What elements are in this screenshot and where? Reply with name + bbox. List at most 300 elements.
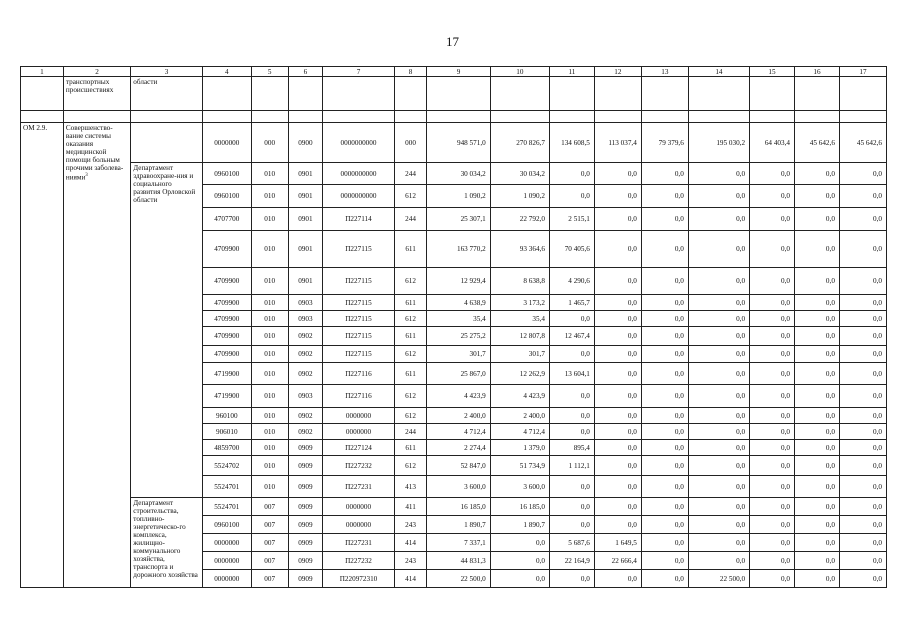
spacer-cell [202, 111, 251, 123]
col-total: 12 929,4 [427, 268, 490, 295]
col-y2013: 0,0 [490, 534, 549, 552]
col-expense-type: 612 [394, 456, 427, 476]
col-y2019: 0,0 [794, 516, 839, 534]
col-code: 0000000 [202, 552, 251, 570]
col-code: 960100 [202, 408, 251, 424]
column-number-11: 11 [549, 67, 594, 77]
col-y2018: 0,0 [750, 185, 795, 208]
col-code: 0000000 [202, 123, 251, 163]
col-y2019: 0,0 [794, 268, 839, 295]
page-number: 17 [446, 34, 459, 49]
col-target: 0000000 [323, 424, 394, 440]
col-total: 4 712,4 [427, 424, 490, 440]
col-section: 007 [251, 570, 288, 588]
cont-empty-cell [323, 77, 394, 111]
cont-empty-cell [394, 77, 427, 111]
col-y2014: 22 164,9 [549, 552, 594, 570]
col-y2015: 0,0 [594, 424, 641, 440]
column-number-row [21, 67, 887, 77]
col-section: 007 [251, 498, 288, 516]
col-subsection: 0909 [288, 456, 323, 476]
col-subsection: 0902 [288, 346, 323, 363]
col-y2018: 0,0 [750, 570, 795, 588]
col-section: 007 [251, 552, 288, 570]
col-subsection: 0909 [288, 440, 323, 456]
col-y2015: 0,0 [594, 570, 641, 588]
col-section: 007 [251, 534, 288, 552]
col-section: 010 [251, 476, 288, 498]
col-code: 0960100 [202, 185, 251, 208]
col-y2015: 0,0 [594, 163, 641, 185]
col-target: 0000000 [323, 498, 394, 516]
col-y2018: 0,0 [750, 552, 795, 570]
col-expense-type: 244 [394, 424, 427, 440]
group-name [63, 123, 130, 588]
col-y2018: 0,0 [750, 327, 795, 346]
col-y2019: 0,0 [794, 476, 839, 498]
col-y2016: 0,0 [641, 456, 688, 476]
col-y2020: 0,0 [839, 534, 886, 552]
col-y2019: 0,0 [794, 456, 839, 476]
col-y2014: 0,0 [549, 408, 594, 424]
col-expense-type: 611 [394, 440, 427, 456]
col-y2020: 0,0 [839, 363, 886, 385]
col-y2018: 0,0 [750, 534, 795, 552]
col-y2013: 1 379,0 [490, 440, 549, 456]
col-y2018: 0,0 [750, 385, 795, 408]
col-expense-type: 414 [394, 534, 427, 552]
col-y2013: 3 173,2 [490, 295, 549, 311]
col-y2018: 0,0 [750, 346, 795, 363]
cont-empty-cell [641, 77, 688, 111]
col-y2018: 0,0 [750, 440, 795, 456]
col-subsection: 0903 [288, 311, 323, 327]
col-y2014: 13 604,1 [549, 363, 594, 385]
col-y2016: 0,0 [641, 552, 688, 570]
col-y2016: 0,0 [641, 295, 688, 311]
col-y2017: 0,0 [688, 346, 749, 363]
col-y2015: 0,0 [594, 268, 641, 295]
col-subsection: 0902 [288, 424, 323, 440]
col-y2014: 5 687,6 [549, 534, 594, 552]
col-total: 3 600,0 [427, 476, 490, 498]
col-y2017: 0,0 [688, 552, 749, 570]
col-total: 25 307,1 [427, 208, 490, 231]
column-number-10: 10 [490, 67, 549, 77]
col-y2014: 2 515,1 [549, 208, 594, 231]
column-number-15: 15 [750, 67, 795, 77]
col-code: 0000000 [202, 570, 251, 588]
col-code: 4719900 [202, 363, 251, 385]
col-section: 010 [251, 346, 288, 363]
spacer-cell [63, 111, 130, 123]
col-expense-type: 244 [394, 208, 427, 231]
col-total: 44 831,3 [427, 552, 490, 570]
col-code: 4709900 [202, 231, 251, 268]
col-y2020: 0,0 [839, 185, 886, 208]
col-subsection: 0901 [288, 231, 323, 268]
col-subsection: 0901 [288, 268, 323, 295]
col-y2015: 0,0 [594, 208, 641, 231]
col-y2018: 0,0 [750, 456, 795, 476]
col-expense-type: 611 [394, 363, 427, 385]
col-subsection: 0909 [288, 498, 323, 516]
col-y2018: 0,0 [750, 516, 795, 534]
col-y2017: 0,0 [688, 476, 749, 498]
col-expense-type: 413 [394, 476, 427, 498]
col-y2017: 0,0 [688, 311, 749, 327]
col-section: 010 [251, 163, 288, 185]
col-section: 010 [251, 456, 288, 476]
col-y2017: 0,0 [688, 268, 749, 295]
col-subsection: 0909 [288, 570, 323, 588]
spacer-cell [750, 111, 795, 123]
col-subsection: 0909 [288, 534, 323, 552]
col-y2013: 35,4 [490, 311, 549, 327]
col-y2014: 895,4 [549, 440, 594, 456]
col-section: 010 [251, 408, 288, 424]
col-y2013: 51 734,9 [490, 456, 549, 476]
spacer-cell [641, 111, 688, 123]
col-expense-type: 414 [394, 570, 427, 588]
col-y2016: 0,0 [641, 163, 688, 185]
col-y2017: 0,0 [688, 385, 749, 408]
col-y2019: 0,0 [794, 570, 839, 588]
col-expense-type: 411 [394, 498, 427, 516]
col-y2017: 0,0 [688, 363, 749, 385]
col-y2014: 4 290,6 [549, 268, 594, 295]
col-y2018: 0,0 [750, 363, 795, 385]
col-y2014: 0,0 [549, 163, 594, 185]
col-y2020: 0,0 [839, 295, 886, 311]
col-y2014: 0,0 [549, 311, 594, 327]
col-y2016: 0,0 [641, 498, 688, 516]
col-y2019: 0,0 [794, 346, 839, 363]
col-section: 010 [251, 385, 288, 408]
col-code: 5524702 [202, 456, 251, 476]
col-total: 2 400,0 [427, 408, 490, 424]
col-expense-type: 611 [394, 231, 427, 268]
col-code: 4709900 [202, 346, 251, 363]
col-y2018: 0,0 [750, 476, 795, 498]
col-target: 0000000000 [323, 123, 394, 163]
col-expense-type: 243 [394, 552, 427, 570]
cont-empty-cell [750, 77, 795, 111]
col-total: 22 500,0 [427, 570, 490, 588]
col-target: П227115 [323, 268, 394, 295]
col-section: 010 [251, 327, 288, 346]
col-section: 010 [251, 440, 288, 456]
col-y2018: 0,0 [750, 424, 795, 440]
col-section: 010 [251, 208, 288, 231]
col-y2017: 22 500,0 [688, 570, 749, 588]
col-y2015: 0,0 [594, 363, 641, 385]
column-number-2: 2 [63, 67, 130, 77]
col-y2019: 0,0 [794, 534, 839, 552]
col-y2015: 0,0 [594, 385, 641, 408]
col-y2016: 0,0 [641, 268, 688, 295]
col-y2013: 270 826,7 [490, 123, 549, 163]
col-y2014: 0,0 [549, 570, 594, 588]
col-y2016: 0,0 [641, 516, 688, 534]
column-number-8: 8 [394, 67, 427, 77]
cont-empty-cell [839, 77, 886, 111]
col-y2014: 12 467,4 [549, 327, 594, 346]
col-y2019: 0,0 [794, 363, 839, 385]
col-target: П227232 [323, 456, 394, 476]
cont-empty-cell [288, 77, 323, 111]
col-expense-type: 611 [394, 295, 427, 311]
col-target: П227231 [323, 534, 394, 552]
col-y2018: 0,0 [750, 163, 795, 185]
cont-empty-cell [251, 77, 288, 111]
column-number-6: 6 [288, 67, 323, 77]
col-y2014: 0,0 [549, 424, 594, 440]
col-expense-type: 612 [394, 268, 427, 295]
col-code: 4719900 [202, 385, 251, 408]
col-total: 30 034,2 [427, 163, 490, 185]
col-subsection: 0901 [288, 208, 323, 231]
col-total: 163 770,2 [427, 231, 490, 268]
cont-empty-cell [490, 77, 549, 111]
spacer-cell [594, 111, 641, 123]
column-number-1: 1 [21, 67, 64, 77]
column-number-16: 16 [794, 67, 839, 77]
col-y2019: 0,0 [794, 231, 839, 268]
col-y2020: 0,0 [839, 440, 886, 456]
col-code: 4707700 [202, 208, 251, 231]
col-expense-type: 612 [394, 185, 427, 208]
col-expense-type: 611 [394, 327, 427, 346]
col-y2017: 0,0 [688, 295, 749, 311]
col-y2013: 8 638,8 [490, 268, 549, 295]
column-number-3: 3 [131, 67, 202, 77]
spacer-cell [549, 111, 594, 123]
col-y2016: 0,0 [641, 346, 688, 363]
col-y2015: 0,0 [594, 185, 641, 208]
col-expense-type: 243 [394, 516, 427, 534]
col-section: 000 [251, 123, 288, 163]
col-subsection: 0900 [288, 123, 323, 163]
col-code: 0960100 [202, 163, 251, 185]
col-section: 007 [251, 516, 288, 534]
col-total: 35,4 [427, 311, 490, 327]
col-y2018: 64 403,4 [750, 123, 795, 163]
col-target: П227114 [323, 208, 394, 231]
col-y2019: 0,0 [794, 498, 839, 516]
col-y2019: 0,0 [794, 408, 839, 424]
col-y2014: 1 112,1 [549, 456, 594, 476]
column-number-9: 9 [427, 67, 490, 77]
col-y2015: 0,0 [594, 231, 641, 268]
col-y2014: 0,0 [549, 516, 594, 534]
column-number-12: 12 [594, 67, 641, 77]
col-y2014: 0,0 [549, 346, 594, 363]
col-target: 0000000000 [323, 163, 394, 185]
col-expense-type: 000 [394, 123, 427, 163]
col-y2016: 0,0 [641, 534, 688, 552]
col-y2016: 0,0 [641, 363, 688, 385]
col-target: П227115 [323, 327, 394, 346]
col-y2017: 0,0 [688, 424, 749, 440]
col-y2015: 0,0 [594, 516, 641, 534]
col-target: П227116 [323, 363, 394, 385]
col-y2020: 0,0 [839, 552, 886, 570]
col-y2014: 0,0 [549, 476, 594, 498]
col-y2016: 79 379,6 [641, 123, 688, 163]
col-y2017: 0,0 [688, 185, 749, 208]
col-y2020: 0,0 [839, 476, 886, 498]
col-subsection: 0903 [288, 295, 323, 311]
col-y2016: 0,0 [641, 327, 688, 346]
col-code: 4709900 [202, 295, 251, 311]
group-code: ОМ 2.9. [21, 123, 64, 588]
col-y2019: 0,0 [794, 185, 839, 208]
group-total-executor-empty [131, 123, 202, 163]
col-y2020: 0,0 [839, 498, 886, 516]
cont-empty-cell [427, 77, 490, 111]
col-total: 1 090,2 [427, 185, 490, 208]
column-number-17: 17 [839, 67, 886, 77]
col-y2020: 0,0 [839, 346, 886, 363]
col-section: 010 [251, 185, 288, 208]
col-y2015: 0,0 [594, 295, 641, 311]
col-y2020: 0,0 [839, 231, 886, 268]
column-number-13: 13 [641, 67, 688, 77]
col-y2019: 0,0 [794, 552, 839, 570]
col-subsection: 0902 [288, 363, 323, 385]
col-y2016: 0,0 [641, 570, 688, 588]
col-y2019: 0,0 [794, 311, 839, 327]
column-number-4: 4 [202, 67, 251, 77]
col-total: 52 847,0 [427, 456, 490, 476]
col-y2015: 0,0 [594, 327, 641, 346]
col-y2019: 0,0 [794, 424, 839, 440]
col-expense-type: 612 [394, 385, 427, 408]
col-y2016: 0,0 [641, 385, 688, 408]
col-code: 0960100 [202, 516, 251, 534]
col-y2017: 0,0 [688, 534, 749, 552]
col-y2015: 0,0 [594, 311, 641, 327]
col-y2020: 0,0 [839, 456, 886, 476]
col-total: 2 274,4 [427, 440, 490, 456]
spacer-cell [688, 111, 749, 123]
col-y2019: 0,0 [794, 385, 839, 408]
col-y2019: 0,0 [794, 440, 839, 456]
col-y2014: 134 608,5 [549, 123, 594, 163]
col-y2014: 70 405,6 [549, 231, 594, 268]
cont-executor: области [131, 77, 202, 111]
col-y2016: 0,0 [641, 208, 688, 231]
col-y2013: 3 600,0 [490, 476, 549, 498]
col-y2020: 0,0 [839, 385, 886, 408]
col-total: 7 337,1 [427, 534, 490, 552]
cont-empty-cell [794, 77, 839, 111]
col-section: 010 [251, 424, 288, 440]
spacer-cell [839, 111, 886, 123]
col-subsection: 0909 [288, 516, 323, 534]
col-code: 0000000 [202, 534, 251, 552]
cont-col1 [21, 77, 64, 111]
col-y2014: 0,0 [549, 385, 594, 408]
executor-name: Департамент строительства, топливно-энергетическо-го комплекса, жилищно-коммунального хозяйства, транспорта и дорожного хозяйства [131, 498, 202, 588]
col-code: 5524701 [202, 476, 251, 498]
cont-measure: транспортных происшествиях [63, 77, 130, 111]
col-y2020: 0,0 [839, 208, 886, 231]
col-y2018: 0,0 [750, 408, 795, 424]
col-y2020: 0,0 [839, 570, 886, 588]
col-y2013: 30 034,2 [490, 163, 549, 185]
col-y2018: 0,0 [750, 268, 795, 295]
col-y2016: 0,0 [641, 476, 688, 498]
col-subsection: 0901 [288, 185, 323, 208]
col-y2015: 22 666,4 [594, 552, 641, 570]
col-y2018: 0,0 [750, 231, 795, 268]
col-y2017: 0,0 [688, 208, 749, 231]
col-y2017: 0,0 [688, 440, 749, 456]
col-target: П227116 [323, 385, 394, 408]
col-y2013: 22 792,0 [490, 208, 549, 231]
col-y2013: 12 807,8 [490, 327, 549, 346]
budget-table [20, 66, 887, 588]
col-y2020: 0,0 [839, 424, 886, 440]
spacer-cell [251, 111, 288, 123]
col-y2016: 0,0 [641, 408, 688, 424]
col-y2013: 1 890,7 [490, 516, 549, 534]
table-row [21, 498, 887, 516]
col-y2014: 1 465,7 [549, 295, 594, 311]
col-target: 0000000000 [323, 185, 394, 208]
col-y2015: 0,0 [594, 440, 641, 456]
col-subsection: 0902 [288, 408, 323, 424]
col-y2016: 0,0 [641, 311, 688, 327]
col-target: П227115 [323, 295, 394, 311]
col-y2015: 0,0 [594, 456, 641, 476]
col-code: 4709900 [202, 268, 251, 295]
column-number-14: 14 [688, 67, 749, 77]
col-y2013: 0,0 [490, 570, 549, 588]
col-y2015: 113 037,4 [594, 123, 641, 163]
col-code: 4709900 [202, 311, 251, 327]
col-total: 25 867,0 [427, 363, 490, 385]
cont-empty-cell [594, 77, 641, 111]
col-y2019: 0,0 [794, 295, 839, 311]
column-number-5: 5 [251, 67, 288, 77]
col-total: 1 890,7 [427, 516, 490, 534]
col-y2019: 0,0 [794, 208, 839, 231]
col-y2015: 1 649,5 [594, 534, 641, 552]
col-total: 4 423,9 [427, 385, 490, 408]
col-total: 25 275,2 [427, 327, 490, 346]
col-y2020: 0,0 [839, 516, 886, 534]
col-expense-type: 244 [394, 163, 427, 185]
col-y2018: 0,0 [750, 208, 795, 231]
spacer-cell [21, 111, 64, 123]
col-target: П227124 [323, 440, 394, 456]
col-code: 4709900 [202, 327, 251, 346]
col-y2017: 0,0 [688, 231, 749, 268]
col-y2014: 0,0 [549, 185, 594, 208]
col-expense-type: 612 [394, 408, 427, 424]
col-section: 010 [251, 363, 288, 385]
col-y2020: 45 642,6 [839, 123, 886, 163]
col-section: 010 [251, 311, 288, 327]
col-code: 5524701 [202, 498, 251, 516]
spacer-cell [794, 111, 839, 123]
col-y2017: 195 030,2 [688, 123, 749, 163]
col-y2019: 0,0 [794, 327, 839, 346]
col-target: П227231 [323, 476, 394, 498]
